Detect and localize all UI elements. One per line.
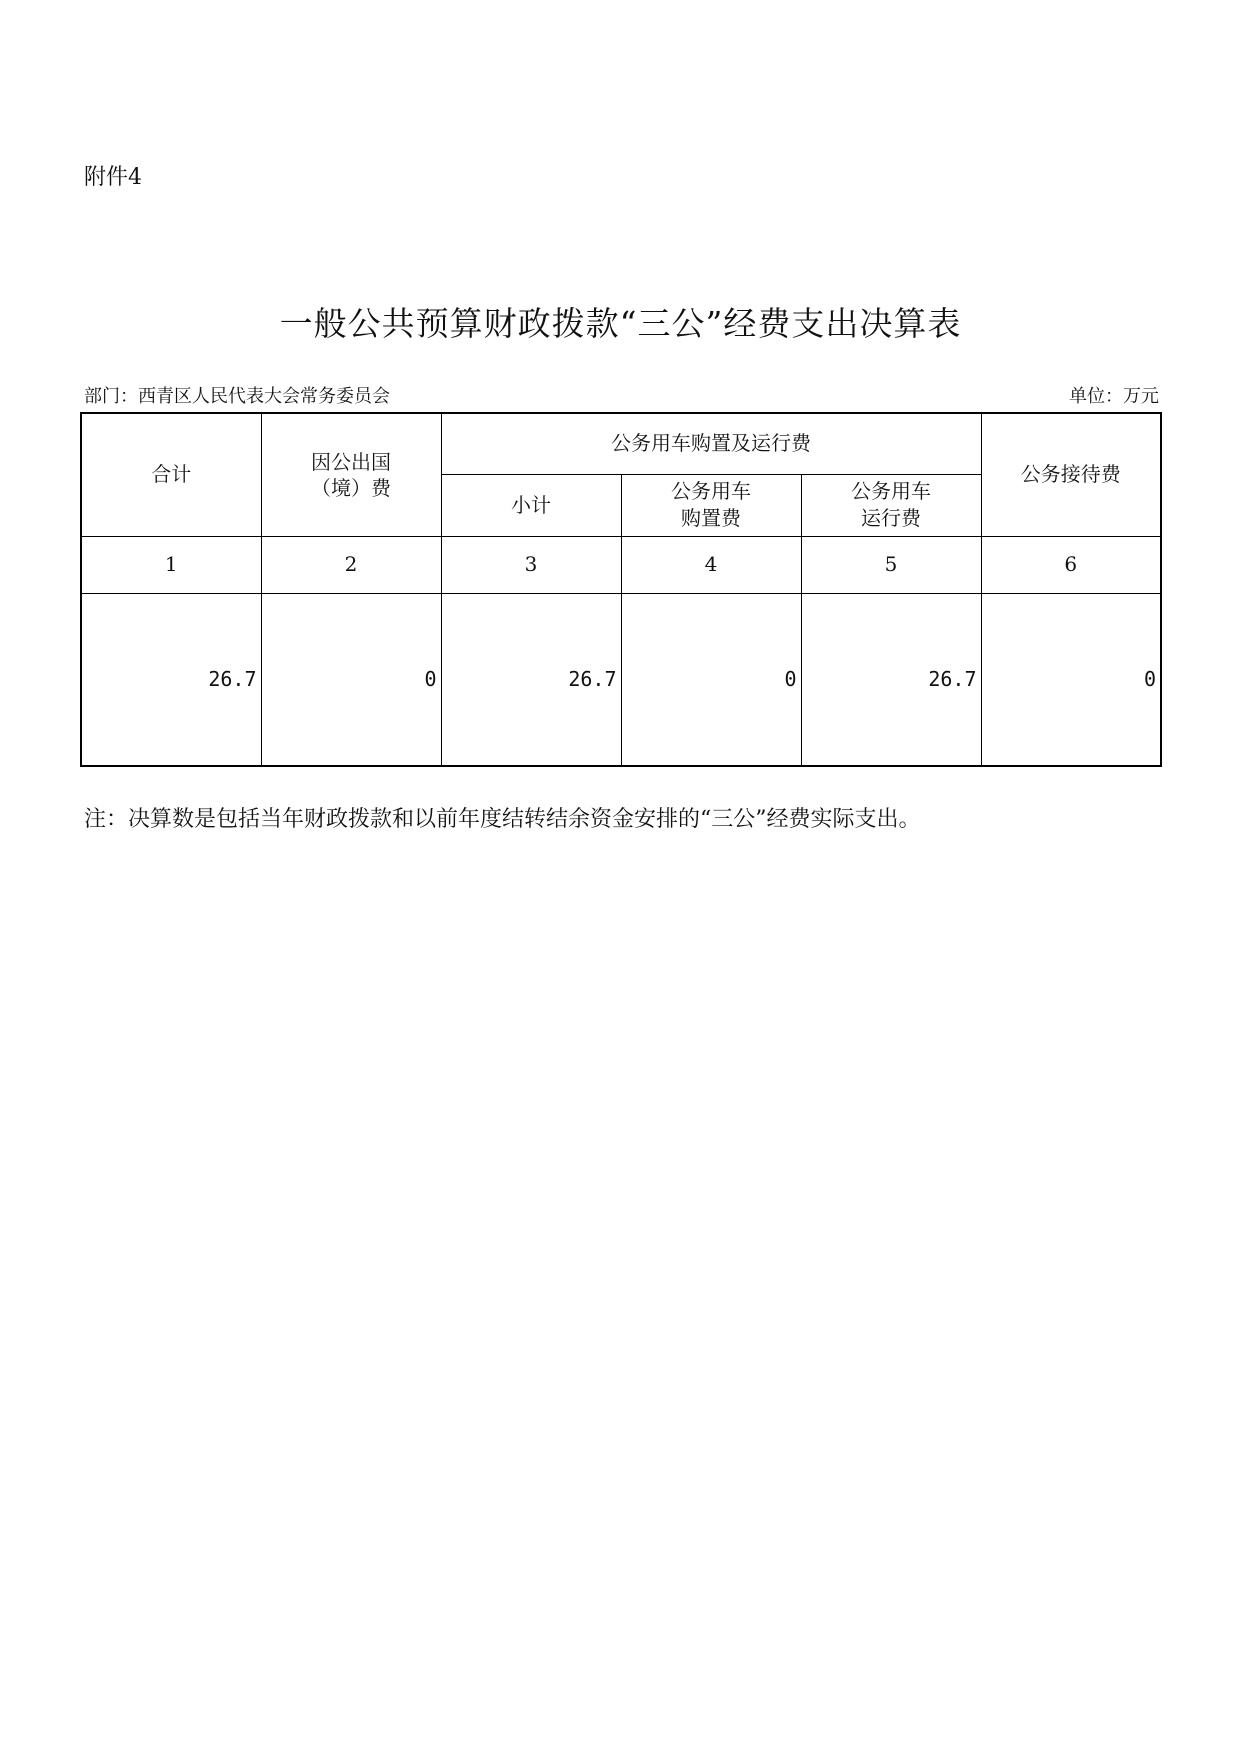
column-number: 3: [441, 536, 621, 593]
column-number: 1: [81, 536, 261, 593]
value-reception: 0: [981, 593, 1161, 766]
value-vehicle-operation: 26.7: [801, 593, 981, 766]
value-vehicle-purchase: 0: [621, 593, 801, 766]
header-reception: 公务接待费: [981, 413, 1161, 536]
header-total: 合计: [81, 413, 261, 536]
column-number: 2: [261, 536, 441, 593]
header-row-1: [81, 413, 1161, 474]
header-vehicle-purchase: [621, 474, 801, 536]
footnote: 注：决算数是包括当年财政拨款和以前年度结转结余资金安排的“三公”经费实际支出。: [84, 807, 921, 832]
value-vehicle-subtotal: 26.7: [441, 593, 621, 766]
unit-label: 单位：万元: [1069, 386, 1159, 407]
column-number: 4: [621, 536, 801, 593]
header-vehicle-purchase-line1: 公务用车: [671, 479, 751, 503]
header-abroad-text: 因公出国（境）费: [311, 449, 391, 500]
header-vehicle-operation-line1: 公务用车: [851, 479, 931, 503]
column-number: 5: [801, 536, 981, 593]
value-abroad: 0: [261, 593, 441, 766]
header-abroad: [261, 413, 441, 536]
header-vehicle-operation-line2: 运行费: [861, 506, 921, 530]
attachment-label: 附件4: [84, 165, 142, 190]
page-title: 一般公共预算财政拨款“三公”经费支出决算表: [279, 304, 962, 343]
header-vehicle-operation: [801, 474, 981, 536]
value-row: [81, 593, 1161, 766]
column-number-row: [81, 536, 1161, 593]
value-total: 26.7: [81, 593, 261, 766]
header-vehicle-group: 公务用车购置及运行费: [441, 413, 981, 474]
column-number: 6: [981, 536, 1161, 593]
department-label: 部门：西青区人民代表大会常务委员会: [84, 386, 390, 407]
expenditure-table: [80, 412, 1162, 767]
header-vehicle-subtotal: 小计: [441, 474, 621, 536]
header-vehicle-purchase-line2: 购置费: [681, 506, 741, 530]
